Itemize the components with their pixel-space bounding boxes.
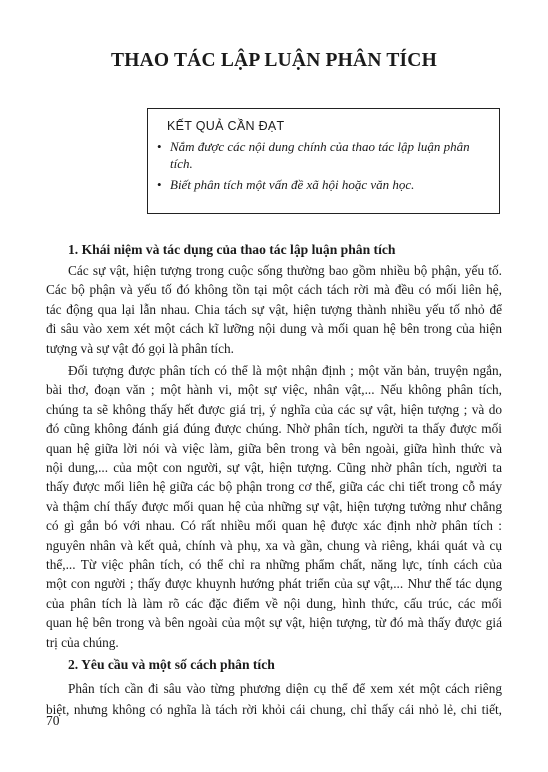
text-line: chúng ta sẽ không thấy hết được giá trị, ý nghĩa của các sự vật, hiện tượng ; và do xyxy=(46,402,502,417)
section-2-heading: 2. Yêu cầu và một số cách phân tích xyxy=(68,657,275,672)
objective-item xyxy=(157,138,492,172)
text-line: đi sâu vào xem xét một cách kĩ lưỡng nội dung và mối quan hệ bên trong của hiện xyxy=(46,321,502,336)
text-line: quan hệ giữa lời nói và việc làm, giữa bên trong và bên ngoài, giữa hình thức và xyxy=(46,441,502,456)
text-line: tác động qua lại lẫn nhau. Chia tách sự vật, hiện tượng thành nhiều yếu tố nhỏ để xyxy=(46,302,502,317)
text-line: bài thơ, đoạn văn ; một hành vi, một sự việc, nhân vật,... Nếu không phân tích, xyxy=(46,382,502,397)
text-line: thấy được mối liên hệ giữa các bộ phận trong cơ thể, giữa các chi tiết trong cỗ máy xyxy=(46,479,502,494)
section-1-heading: 1. Khái niệm và tác dụng của thao tác lập luận phân tích xyxy=(68,242,396,257)
text-line: Các bộ phận và yếu tố đó không tồn tại một cách tách rời mà đều có mối liên hệ, xyxy=(46,282,502,297)
text-line: có gì gắn bó với nhau. Có rất nhiều mối quan hệ được xác định nhờ phân tích : xyxy=(46,518,502,533)
page-title: THAO TÁC LẬP LUẬN PHÂN TÍCH xyxy=(111,50,437,71)
text-line: tượng và sự vật đó gọi là phân tích. xyxy=(46,341,234,356)
text-line: đó cũng không đánh giá đúng được chúng. Nhờ phân tích, người ta thấy được mối xyxy=(46,421,502,436)
text-line: một con người ; thấy được khuynh hướng phát triển của sự vật,... Như thế tác dụng xyxy=(46,576,502,591)
text-line: nguyên nhân và kết quả, chính và phụ, xa và gần, chung và riêng, khái quát và cụ xyxy=(46,538,502,553)
bullet-icon: • xyxy=(157,139,162,154)
page-number: 70 xyxy=(46,713,60,728)
text-line: và thậm chí thấy được mối quan hệ của những sự vật, hiện tượng tưởng như chẳng xyxy=(46,499,502,514)
text-line: thể,... Từ việc phân tích, có thể chỉ ra những phẩm chất, năng lực, tính cách của xyxy=(46,557,502,572)
objective-text: Nắm được các nội dung chính của thao tác lập luận phân tích. xyxy=(170,139,470,171)
objectives-heading: KẾT QUẢ CẦN ĐẠT xyxy=(167,119,285,133)
objective-text: Biết phân tích một vấn đề xã hội hoặc văn học. xyxy=(170,177,415,192)
objective-item xyxy=(157,176,492,193)
learning-objectives-box xyxy=(147,108,500,214)
text-line: nội dung,... của một con người, sự vật, hiện tượng. Cũng nhờ phân tích, người ta xyxy=(46,460,502,475)
text-line: trị của chúng. xyxy=(46,635,119,650)
text-line: Các sự vật, hiện tượng trong cuộc sống thường bao gồm nhiều bộ phận, yếu tố. xyxy=(68,263,502,278)
text-line: biệt, nhưng không có nghĩa là tách rời khỏi cái chung, chỉ thấy cái nhỏ lẻ, chi tiết, xyxy=(46,702,502,717)
text-line: của phân tích là làm rõ các đặc điểm về nội dung, hình thức, cấu trúc, các mối xyxy=(46,596,502,611)
text-line: Phân tích cần đi sâu vào từng phương diện cụ thể để xem xét một cách riêng xyxy=(68,681,502,696)
text-line: Đối tượng được phân tích có thể là một nhận định ; một văn bản, truyện ngắn, xyxy=(68,363,502,378)
bullet-icon: • xyxy=(157,177,162,192)
text-line: quan hệ bên trong và bên ngoài của một sự vật, hiện tượng, từ đó mà thấy được giá xyxy=(46,615,502,630)
